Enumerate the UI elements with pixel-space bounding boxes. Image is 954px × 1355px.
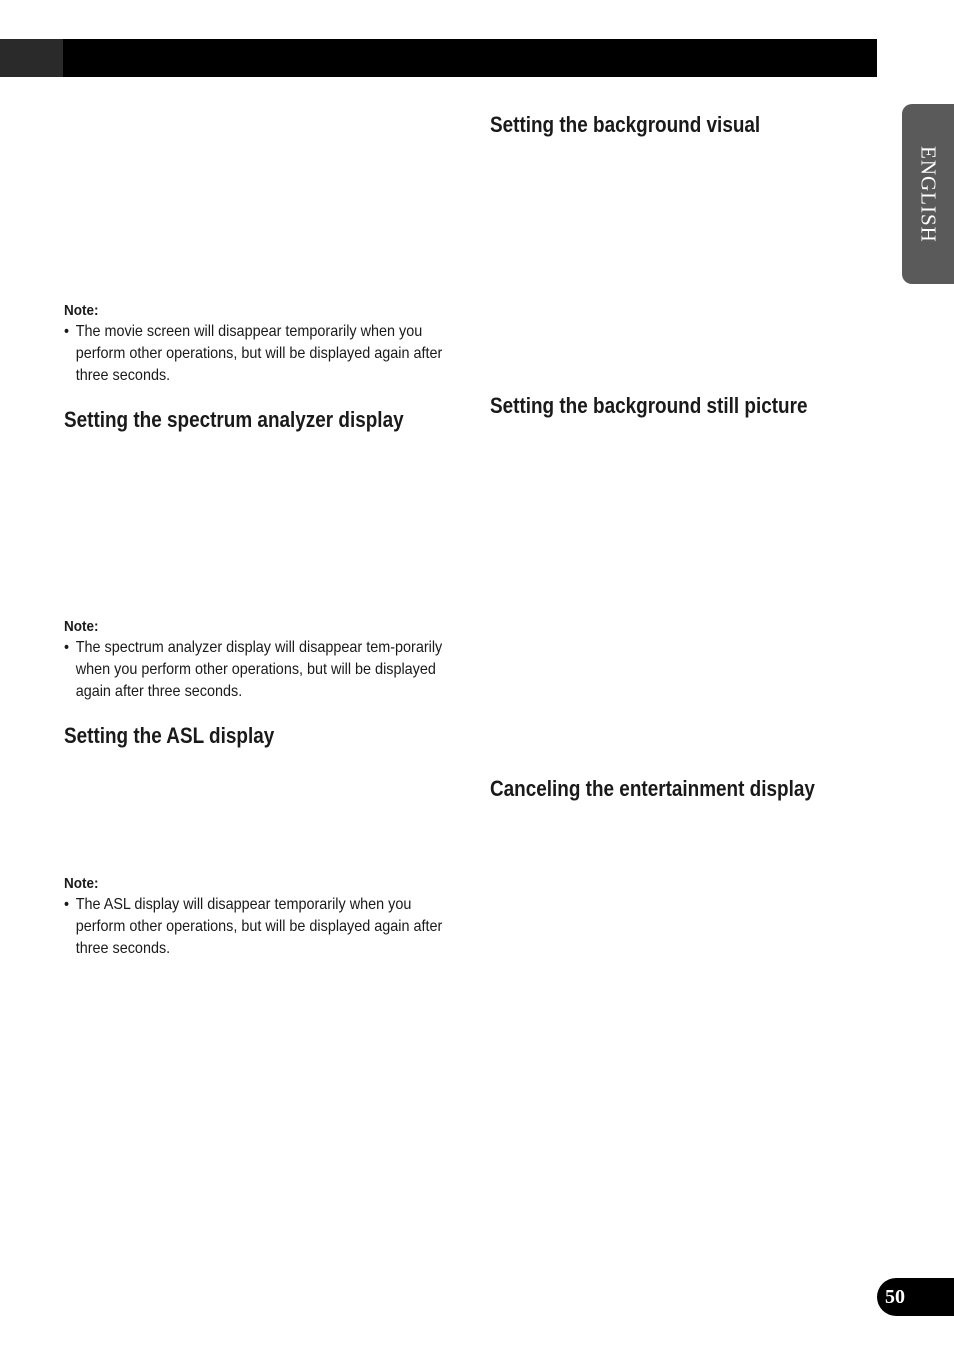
language-tab [902,104,954,284]
note-text-movie [64,321,463,387]
bullet-glyph: • [64,323,70,340]
note-body-asl: The ASL display will disappear temporarily when you perform other operations, but will be displayed again after three seconds. [75,896,443,957]
note-body-movie: The movie screen will disappear temporarily when you perform other operations, but will be displayed again after three seconds. [75,323,443,384]
note-text-asl [64,894,463,960]
note-label-asl: Note: [64,875,99,892]
note-label-movie: Note: [64,302,99,319]
bullet-glyph: • [64,896,70,913]
heading-canceling-entertainment: Canceling the entertainment display [490,776,815,801]
header-bar-tab [0,39,63,77]
language-tab-label: ENGLISH [916,145,941,243]
note-body-spectrum: The spectrum analyzer display will disappear tem-porarily when you perform other operations, but will be displayed again after three seconds. [75,639,443,700]
heading-background-visual: Setting the background visual [490,112,761,137]
page-number-badge [877,1278,954,1316]
note-text-spectrum [64,637,463,703]
bullet-glyph: • [64,639,70,656]
note-label-spectrum: Note: [64,618,99,635]
header-bar [0,39,877,77]
heading-spectrum-analyzer: Setting the spectrum analyzer display [64,407,404,432]
heading-background-still-picture: Setting the background still picture [490,393,808,418]
page-number: 50 [885,1286,905,1308]
heading-asl-display: Setting the ASL display [64,723,275,748]
